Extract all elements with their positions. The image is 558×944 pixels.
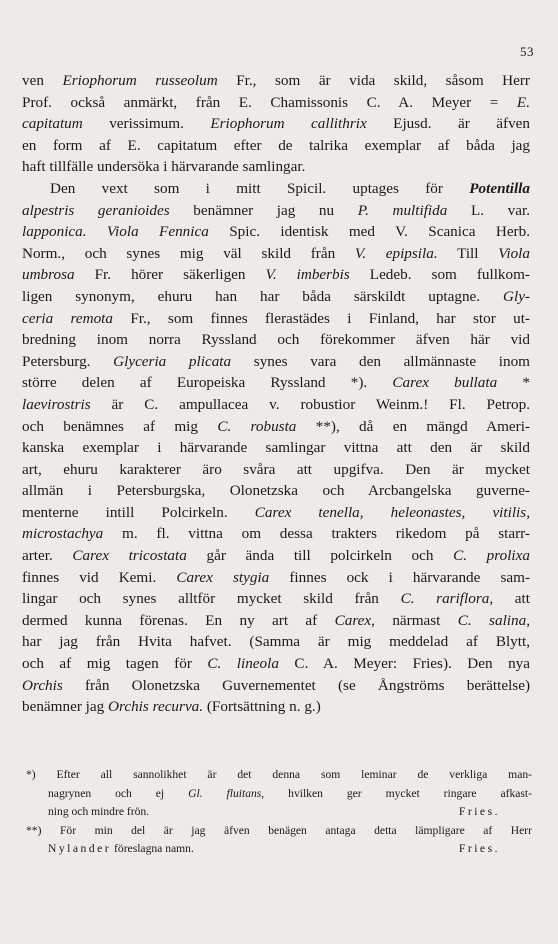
text-run: menterne intill Polcirkeln. [22, 503, 255, 521]
text-run: Spic. identisk med V. Scanica Herb. [208, 223, 530, 241]
footnotes [26, 766, 532, 859]
text-run: är C. ampullacea v. robustior Weinm.! Fl. Petrop. [90, 395, 530, 413]
text-run: Norm., och synes mig väl skild från [22, 244, 355, 262]
text-run: kanska exemplar i härvarande samlingar vittna att den är skild [22, 439, 530, 457]
text-run: haft tillfälle undersöka i härvarande samlingar. [22, 158, 306, 176]
text-run: arter. [22, 547, 73, 565]
text-run: umbrosa [22, 266, 75, 284]
signature: Fries. [458, 842, 500, 856]
body-text [22, 70, 530, 718]
text-run: Ejusd. är äfven [366, 115, 530, 133]
text-run: Prof. också anmärkt, från E. Chamissonis C. A. Meyer = [22, 93, 517, 111]
text-line [22, 653, 530, 675]
text-line [22, 480, 530, 502]
text-run: närmast [374, 611, 458, 629]
text-run: Fr. hörer säkerligen [74, 266, 266, 284]
text-line [22, 416, 530, 438]
text-run: V. epipsila. [354, 244, 438, 262]
footnote-line [26, 840, 532, 859]
text-run: större delen af Europeiska Ryssland *). [22, 374, 393, 392]
text-run: (Fortsättning n. g.) [203, 698, 321, 716]
text-run: Till [437, 244, 499, 262]
text-run: lapponica. Viola Fennica [22, 223, 209, 241]
text-line [22, 523, 530, 545]
text-run: Petersburg. [22, 352, 114, 370]
text-line [22, 545, 530, 567]
text-run: Fr., som finnes flerastädes i Finland, har stor ut- [113, 309, 530, 327]
text-line [22, 351, 530, 373]
text-run: Gly- [503, 287, 530, 305]
text-run: Carex bullata [392, 374, 498, 392]
text-run: art, ehuru karakterer äro svåra att upgifva. Den är mycket [22, 460, 530, 478]
page-number: 53 [520, 44, 534, 59]
text-line [22, 243, 530, 265]
footnote-text: hvilken ger mycket ringare afkast- [264, 786, 532, 800]
text-line [22, 459, 530, 481]
text-run: verissimum. [82, 115, 211, 133]
text-run: finnes ock i härvarande sam- [269, 568, 530, 586]
text-run: Orchis recurva. [108, 698, 204, 716]
text-run: C. prolixa [453, 547, 530, 565]
text-line [22, 113, 530, 135]
text-run: har jag från Hvita hafvet. (Samma är mig meddelad af Blytt, [22, 633, 530, 651]
footnote-text: Nylander föreslagna namn. [48, 842, 194, 856]
text-line [22, 372, 530, 394]
text-line [22, 567, 530, 589]
text-run: Carex stygia [176, 568, 270, 586]
text-line [22, 675, 530, 697]
text-run: från Olonetzska Guvernementet (se Ångströms berättelse) [62, 676, 530, 694]
text-run: P. multifida [357, 201, 448, 219]
text-run: m. fl. vittna om dessa trakters rikedom på starr- [103, 525, 530, 543]
text-run: Carex tricostata [72, 547, 187, 565]
footnote-text: nagrynen och ej [48, 786, 189, 800]
text-line [22, 221, 530, 243]
text-run: benämner jag nu [169, 201, 358, 219]
text-run: allmän i Petersburgska, Olonetzska och Arcbangelska guverne- [22, 482, 530, 500]
text-line [22, 135, 530, 157]
text-run: L. var. [447, 201, 530, 219]
text-line [22, 329, 530, 351]
text-run: synes vara den allmännaste inom [231, 352, 530, 370]
text-line [22, 156, 530, 178]
text-run: alpestris geranioides [22, 201, 170, 219]
text-run: **), då en mängd Ameri- [296, 417, 530, 435]
text-run: Carex tenella, heleonastes, vitilis, [254, 503, 530, 521]
text-line [22, 437, 530, 459]
text-run: laevirostris [22, 395, 91, 413]
text-run: Viola [498, 244, 530, 262]
text-run: C. lineola [207, 655, 279, 673]
text-line [22, 286, 530, 308]
text-run: ceria remota [22, 309, 113, 327]
text-line [22, 264, 530, 286]
text-line [22, 92, 530, 114]
text-line [22, 308, 530, 330]
text-run: Fr., som är vida skild, såsom Herr [217, 72, 530, 89]
text-run: microstachya [22, 525, 104, 543]
text-line [22, 631, 530, 653]
text-run: Carex, [334, 611, 375, 629]
text-run: * [497, 374, 530, 392]
text-line [22, 610, 530, 632]
text-run: E. [516, 93, 530, 111]
text-run: Den vext som i mitt Spicil. uptages för [50, 179, 470, 197]
text-run: går ända till polcirkeln och [186, 547, 454, 565]
text-run: Glyceria plicata [113, 352, 232, 370]
text-run: Orchis [22, 676, 63, 694]
text-run: ligen synonym, ehuru han har båda särskildt uptagne. [22, 287, 503, 305]
text-run: Eriophorum russeolum [62, 72, 218, 89]
text-run: C. rariflora, [400, 590, 494, 608]
text-run: Eriophorum callithrix [210, 115, 367, 133]
text-run: och af mig tagen för [22, 655, 208, 673]
text-run: och benämnes af mig [22, 417, 218, 435]
text-run: C. salina, [457, 611, 530, 629]
text-line [22, 588, 530, 610]
text-line [22, 200, 530, 222]
text-line [22, 502, 530, 524]
footnote-text: *) Efter all sannolikhet är det denna som leminar de verkliga man- [26, 768, 532, 781]
text-run: att [493, 590, 530, 608]
footnote-text: **) För min del är jag äfven benägen antaga detta lämpligare af Herr [26, 823, 532, 837]
footnote-line [26, 822, 532, 841]
text-run: en form af E. capitatum efter de talrika exemplar af båda jag [22, 136, 530, 154]
signature: Fries. [458, 805, 500, 819]
text-run: bredning inom norra Ryssland och förekommer äfven här vid [22, 331, 530, 349]
text-run: finnes vid Kemi. [22, 568, 177, 586]
text-line [22, 178, 530, 200]
footnote-line [26, 803, 532, 822]
text-run: Potentilla [469, 179, 530, 197]
footnote-line [26, 766, 532, 785]
text-run: C. robusta [217, 417, 297, 435]
text-line [22, 70, 530, 92]
text-run: lingar och synes alltför mycket skild från [22, 590, 401, 608]
footnote-line [26, 785, 532, 804]
footnote-text: Gl. fluitans, [188, 786, 265, 800]
text-line [22, 696, 530, 718]
text-run: capitatum [22, 115, 83, 133]
text-line [22, 394, 530, 416]
text-run: Ledeb. som fullkom- [349, 266, 530, 284]
text-run: ven [22, 72, 63, 89]
footnote-text: ning och mindre frön. [48, 805, 150, 819]
text-run: C. A. Meyer: Fries). Den nya [278, 655, 530, 673]
text-run: benämner jag [22, 698, 109, 716]
text-run: V. imberbis [265, 266, 350, 284]
text-run: dermed kunna förenas. En ny art af [22, 611, 335, 629]
